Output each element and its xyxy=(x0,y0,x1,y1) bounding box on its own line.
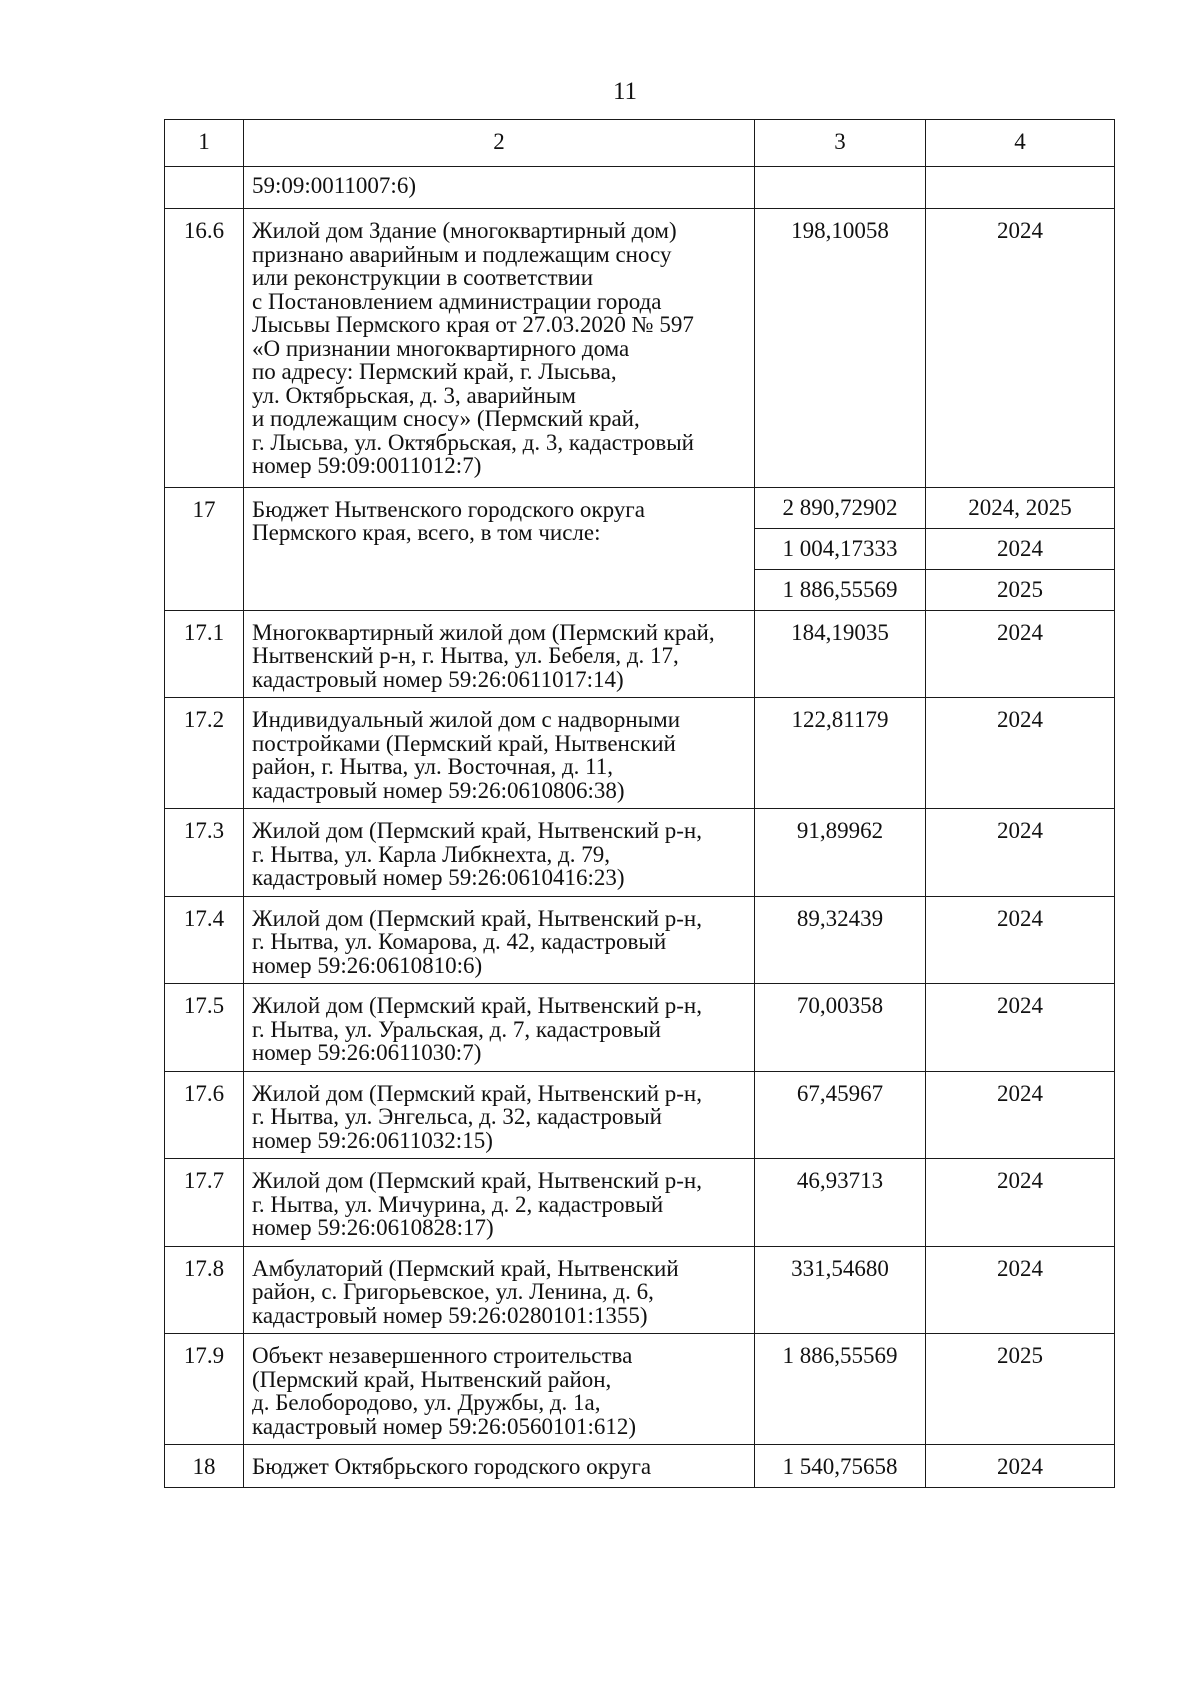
column-header: 3 xyxy=(755,120,926,167)
page-number: 11 xyxy=(612,78,638,105)
description-line: номер 59:26:0610828:17) xyxy=(252,1215,494,1240)
description-line: кадастровый номер 59:26:0610416:23) xyxy=(252,865,625,890)
description-line: г. Нытва, ул. Комарова, д. 42, кадастровый xyxy=(252,929,667,954)
row-year-cell: 2024 xyxy=(926,809,1115,897)
description-line: район, г. Нытва, ул. Восточная, д. 11, xyxy=(252,754,614,779)
description-line: номер 59:26:0611030:7) xyxy=(252,1040,482,1065)
table-row xyxy=(165,1159,1115,1247)
description-line: Объект незавершенного строительства xyxy=(252,1343,633,1368)
table-row xyxy=(165,896,1115,984)
description-line: д. Белобородово, ул. Дружбы, д. 1а, xyxy=(252,1390,601,1415)
description-line: Индивидуальный жилой дом с надворными xyxy=(252,707,681,732)
description-line: «О признании многоквартирного дома xyxy=(252,335,630,361)
row-description-cell xyxy=(244,809,755,897)
row-number-cell: 17.8 xyxy=(165,1246,244,1334)
column-header: 4 xyxy=(926,120,1115,167)
column-header: 1 xyxy=(165,120,244,167)
description-line: район, с. Григорьевское, ул. Ленина, д. 6, xyxy=(252,1279,654,1304)
row-year-cell: 2025 xyxy=(926,569,1115,610)
table-row xyxy=(165,1445,1115,1488)
description-line: Нытвенский р-н, г. Нытва, ул. Бебеля, д. 17, xyxy=(252,643,679,668)
row-number-cell: 18 xyxy=(165,1445,244,1488)
row-amount-cell: 1 004,17333 xyxy=(755,528,926,569)
row-number-cell: 16.6 xyxy=(165,209,244,488)
row-description-cell xyxy=(244,209,755,488)
row-year-cell: 2024 xyxy=(926,984,1115,1072)
row-year-cell: 2025 xyxy=(926,1334,1115,1445)
description-line: признано аварийным и подлежащим сносу xyxy=(252,241,672,267)
row-amount-cell: 46,93713 xyxy=(755,1159,926,1247)
row-description-cell xyxy=(244,984,755,1072)
row-number-cell: 17.7 xyxy=(165,1159,244,1247)
description-line: Жилой дом (Пермский край, Нытвенский р-н, xyxy=(252,1168,702,1193)
row-description-cell xyxy=(244,167,755,209)
row-amount-cell: 70,00358 xyxy=(755,984,926,1072)
row-amount-cell: 331,54680 xyxy=(755,1246,926,1334)
description-line: Лысьвы Пермского края от 27.03.2020 № 597 xyxy=(252,312,694,337)
row-description-cell xyxy=(244,1334,755,1445)
row-year-cell: 2024 xyxy=(926,610,1115,698)
row-amount-cell: 1 540,75658 xyxy=(755,1445,926,1488)
description-line: Бюджет Нытвенского городского округа xyxy=(252,496,645,522)
table-header-row xyxy=(165,120,1115,167)
row-year-cell: 2024 xyxy=(926,896,1115,984)
table-row xyxy=(165,1071,1115,1159)
row-year-cell: 2024 xyxy=(926,698,1115,809)
row-number-cell: 17.3 xyxy=(165,809,244,897)
row-amount-cell: 122,81179 xyxy=(755,698,926,809)
row-year-cell: 2024 xyxy=(926,209,1115,488)
row-year-cell: 2024 xyxy=(926,528,1115,569)
table-row xyxy=(165,1334,1115,1445)
row-number-cell: 17 xyxy=(165,487,244,610)
description-line: номер 59:09:0011012:7) xyxy=(252,453,482,478)
table-row xyxy=(165,610,1115,698)
description-line: кадастровый номер 59:26:0560101:612) xyxy=(252,1413,637,1439)
description-line: Жилой дом Здание (многоквартирный дом) xyxy=(252,218,677,243)
row-number-cell: 17.6 xyxy=(165,1071,244,1159)
table-row xyxy=(165,809,1115,897)
description-line: г. Нытва, ул. Уральская, д. 7, кадастровый xyxy=(252,1016,661,1042)
description-line: кадастровый номер 59:26:0611017:14) xyxy=(252,666,624,692)
table-row xyxy=(165,167,1115,209)
description-line: Амбулаторий (Пермский край, Нытвенский xyxy=(252,1255,679,1281)
column-header: 2 xyxy=(244,120,755,167)
row-year-cell: 2024 xyxy=(926,1445,1115,1488)
description-line: Жилой дом (Пермский край, Нытвенский р-н, xyxy=(252,905,702,931)
budget-table xyxy=(164,119,1115,1488)
row-description-cell xyxy=(244,610,755,698)
description-line: г. Нытва, ул. Мичурина, д. 2, кадастровый xyxy=(252,1191,664,1217)
row-amount-cell xyxy=(755,167,926,209)
row-year-cell xyxy=(926,167,1115,209)
row-amount-cell: 91,89962 xyxy=(755,809,926,897)
row-number-cell: 17.9 xyxy=(165,1334,244,1445)
description-line: г. Лысьва, ул. Октябрьская, д. 3, кадастровый xyxy=(252,429,694,455)
description-line: с Постановлением администрации города xyxy=(252,288,662,314)
description-line: номер 59:26:0611032:15) xyxy=(252,1127,493,1153)
row-description-cell xyxy=(244,1246,755,1334)
table-row xyxy=(165,1246,1115,1334)
row-description-cell xyxy=(244,698,755,809)
description-line: 59:09:0011007:6) xyxy=(252,173,416,198)
row-year-cell: 2024 xyxy=(926,1071,1115,1159)
row-amount-cell: 198,10058 xyxy=(755,209,926,488)
row-amount-cell: 67,45967 xyxy=(755,1071,926,1159)
description-line: по адресу: Пермский край, г. Лысьва, xyxy=(252,359,617,384)
description-line: кадастровый номер 59:26:0610806:38) xyxy=(252,777,625,803)
table-row xyxy=(165,209,1115,488)
description-line: Многоквартирный жилой дом (Пермский край, xyxy=(252,619,715,645)
description-line: номер 59:26:0610810:6) xyxy=(252,952,483,978)
table-row xyxy=(165,984,1115,1072)
row-description-cell xyxy=(244,1445,755,1488)
description-line: постройками (Пермский край, Нытвенский xyxy=(252,730,676,756)
description-line: Жилой дом (Пермский край, Нытвенский р-н, xyxy=(252,818,702,843)
table-row xyxy=(165,487,1115,528)
row-number-cell: 17.2 xyxy=(165,698,244,809)
row-amount-cell: 89,32439 xyxy=(755,896,926,984)
row-description-cell xyxy=(244,487,755,610)
row-number-cell: 17.1 xyxy=(165,610,244,698)
row-amount-cell: 184,19035 xyxy=(755,610,926,698)
description-line: Бюджет Октябрьского городского округа xyxy=(252,1454,652,1479)
description-line: (Пермский край, Нытвенский район, xyxy=(252,1366,612,1392)
description-line: г. Нытва, ул. Энгельса, д. 32, кадастровый xyxy=(252,1104,662,1129)
row-amount-cell: 2 890,72902 xyxy=(755,487,926,528)
description-line: или реконструкции в соответствии xyxy=(252,265,594,290)
description-line: и подлежащим сносу» (Пермский край, xyxy=(252,406,640,431)
description-line: кадастровый номер 59:26:0280101:1355) xyxy=(252,1302,648,1328)
row-year-cell: 2024 xyxy=(926,1159,1115,1247)
description-line: г. Нытва, ул. Карла Либкнехта, д. 79, xyxy=(252,841,610,867)
row-number-cell: 17.4 xyxy=(165,896,244,984)
description-line: Жилой дом (Пермский край, Нытвенский р-н, xyxy=(252,993,702,1018)
row-number-cell xyxy=(165,167,244,209)
row-description-cell xyxy=(244,1071,755,1159)
description-line: Жилой дом (Пермский край, Нытвенский р-н, xyxy=(252,1080,702,1106)
description-line: Пермского края, всего, в том числе: xyxy=(252,520,601,545)
row-description-cell xyxy=(244,1159,755,1247)
row-amount-cell: 1 886,55569 xyxy=(755,1334,926,1445)
row-description-cell xyxy=(244,896,755,984)
description-line: ул. Октябрьская, д. 3, аварийным xyxy=(252,382,576,408)
row-year-cell: 2024 xyxy=(926,1246,1115,1334)
row-year-cell: 2024, 2025 xyxy=(926,487,1115,528)
row-number-cell: 17.5 xyxy=(165,984,244,1072)
row-amount-cell: 1 886,55569 xyxy=(755,569,926,610)
table-row xyxy=(165,698,1115,809)
